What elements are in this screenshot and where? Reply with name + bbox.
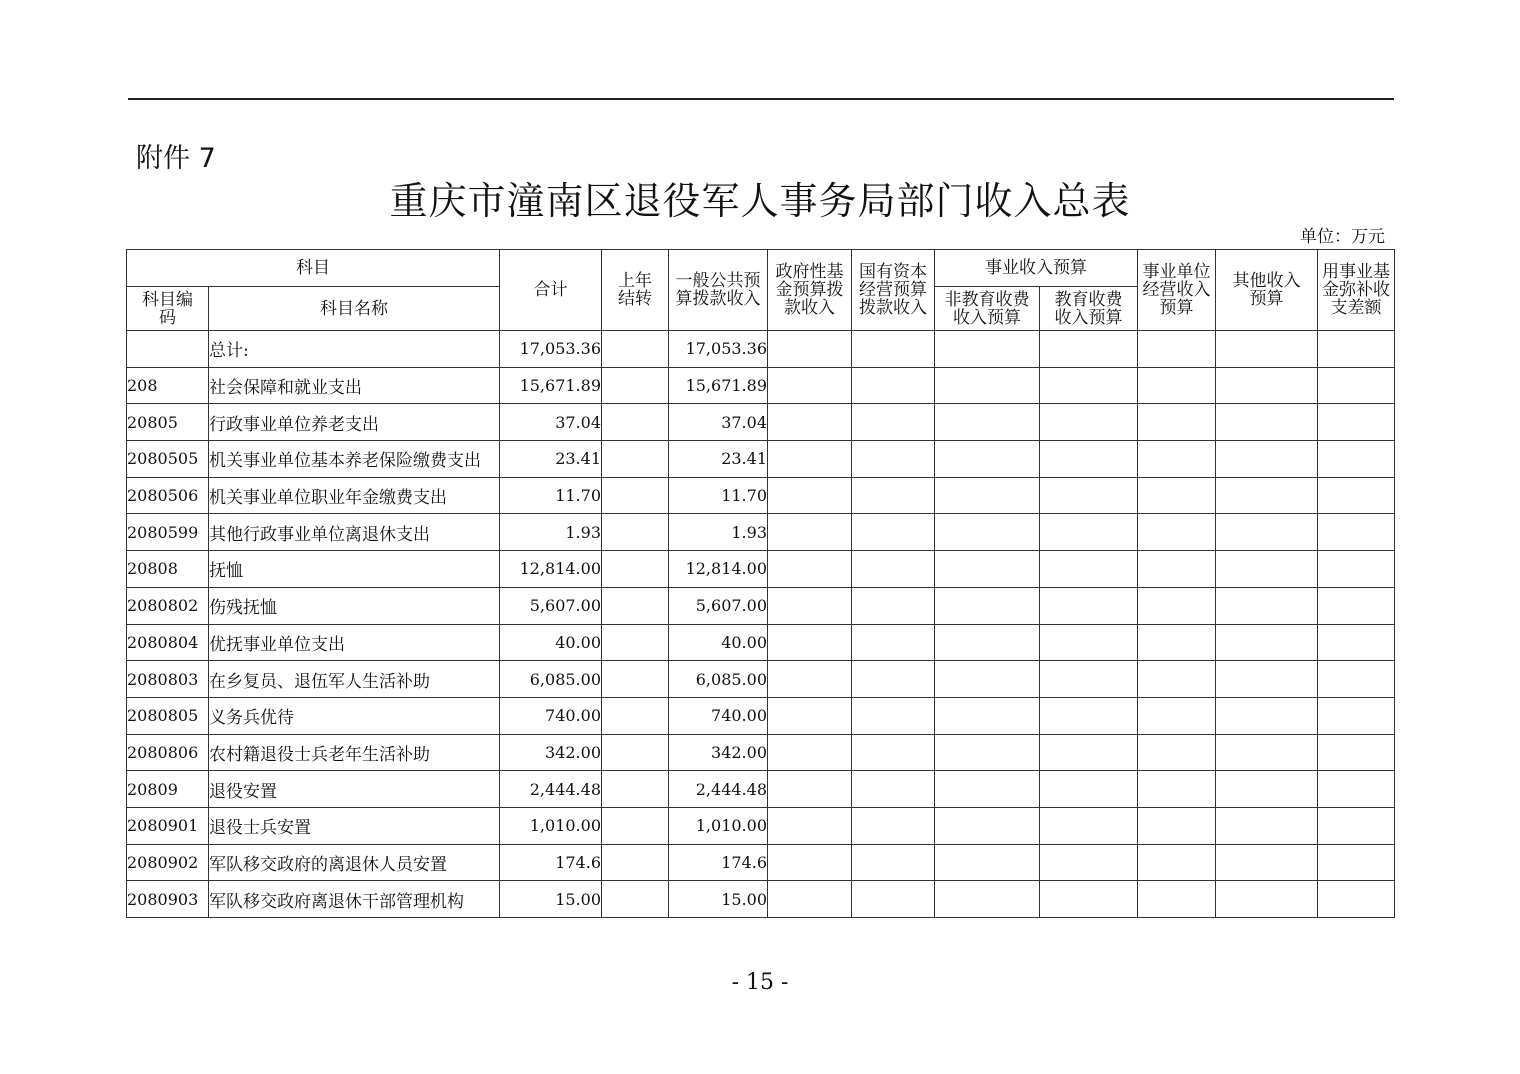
empty-cell — [1138, 844, 1216, 881]
general-budget-cell: 40.00 — [669, 624, 768, 661]
subject-code-cell: 2080599 — [127, 514, 209, 551]
empty-cell — [1138, 551, 1216, 588]
total-cell: 15,671.89 — [500, 367, 602, 404]
header-non-edu-fee: 非教育收费收入预算 — [935, 287, 1040, 331]
subject-name-cell: 退役安置 — [209, 771, 500, 808]
prev-year-cell — [602, 697, 669, 734]
empty-cell — [1040, 404, 1138, 441]
total-cell: 15.00 — [500, 881, 602, 918]
table-row — [127, 697, 1395, 734]
empty-cell — [1216, 807, 1318, 844]
subject-name-cell: 优抚事业单位支出 — [209, 624, 500, 661]
empty-cell — [1040, 514, 1138, 551]
empty-cell — [1318, 844, 1395, 881]
prev-year-cell — [602, 624, 669, 661]
empty-cell — [1138, 367, 1216, 404]
empty-cell — [852, 844, 935, 881]
empty-cell — [1040, 771, 1138, 808]
header-gov-fund: 政府性基金预算拨款收入 — [768, 250, 852, 331]
empty-cell — [1216, 441, 1318, 478]
prev-year-cell — [602, 404, 669, 441]
empty-cell — [1040, 697, 1138, 734]
general-budget-cell: 1,010.00 — [669, 807, 768, 844]
empty-cell — [935, 404, 1040, 441]
subject-name-cell: 在乡复员、退伍军人生活补助 — [209, 661, 500, 698]
empty-cell — [1318, 587, 1395, 624]
empty-cell — [935, 771, 1040, 808]
empty-cell — [1318, 771, 1395, 808]
empty-cell — [935, 697, 1040, 734]
total-cell: 6,085.00 — [500, 661, 602, 698]
table-row — [127, 367, 1395, 404]
header-prev-year: 上年结转 — [602, 250, 669, 331]
empty-cell — [1040, 477, 1138, 514]
table-row — [127, 587, 1395, 624]
empty-cell — [1318, 551, 1395, 588]
empty-cell — [1040, 551, 1138, 588]
empty-cell — [768, 697, 852, 734]
empty-cell — [1138, 477, 1216, 514]
empty-cell — [1318, 881, 1395, 918]
general-budget-cell: 2,444.48 — [669, 771, 768, 808]
general-budget-cell: 15.00 — [669, 881, 768, 918]
table-row — [127, 441, 1395, 478]
empty-cell — [768, 551, 852, 588]
empty-cell — [1216, 734, 1318, 771]
total-cell: 17,053.36 — [500, 331, 602, 368]
subject-code-cell: 2080505 — [127, 441, 209, 478]
table-row — [127, 734, 1395, 771]
header-general-budget: 一般公共预算拨款收入 — [669, 250, 768, 331]
empty-cell — [1138, 331, 1216, 368]
subject-code-cell: 2080805 — [127, 697, 209, 734]
subject-name-cell: 行政事业单位养老支出 — [209, 404, 500, 441]
empty-cell — [1216, 331, 1318, 368]
subject-name-cell: 退役士兵安置 — [209, 807, 500, 844]
empty-cell — [852, 771, 935, 808]
subject-name-cell: 机关事业单位职业年金缴费支出 — [209, 477, 500, 514]
empty-cell — [768, 477, 852, 514]
empty-cell — [768, 404, 852, 441]
total-cell: 37.04 — [500, 404, 602, 441]
prev-year-cell — [602, 367, 669, 404]
empty-cell — [1040, 441, 1138, 478]
empty-cell — [935, 661, 1040, 698]
subject-code-cell: 20808 — [127, 551, 209, 588]
empty-cell — [768, 331, 852, 368]
empty-cell — [935, 514, 1040, 551]
top-rule — [128, 98, 1394, 100]
subject-code-cell: 2080802 — [127, 587, 209, 624]
empty-cell — [1318, 734, 1395, 771]
header-subject-name: 科目名称 — [209, 287, 500, 331]
empty-cell — [935, 367, 1040, 404]
subject-name-cell: 伤残抚恤 — [209, 587, 500, 624]
header-total: 合计 — [500, 250, 602, 331]
header-subject-code: 科目编码 — [127, 287, 209, 331]
prev-year-cell — [602, 551, 669, 588]
empty-cell — [768, 771, 852, 808]
table-body — [127, 331, 1395, 918]
empty-cell — [1040, 881, 1138, 918]
subject-name-cell: 社会保障和就业支出 — [209, 367, 500, 404]
prev-year-cell — [602, 587, 669, 624]
empty-cell — [1318, 404, 1395, 441]
table-row — [127, 624, 1395, 661]
prev-year-cell — [602, 881, 669, 918]
empty-cell — [1318, 514, 1395, 551]
empty-cell — [1216, 367, 1318, 404]
empty-cell — [935, 624, 1040, 661]
header-fund-balance: 用事业基金弥补收支差额 — [1318, 250, 1395, 331]
total-cell: 12,814.00 — [500, 551, 602, 588]
empty-cell — [1216, 771, 1318, 808]
empty-cell — [1138, 807, 1216, 844]
empty-cell — [852, 661, 935, 698]
general-budget-cell: 1.93 — [669, 514, 768, 551]
general-budget-cell: 740.00 — [669, 697, 768, 734]
empty-cell — [768, 844, 852, 881]
empty-cell — [768, 734, 852, 771]
empty-cell — [1040, 367, 1138, 404]
table-row — [127, 771, 1395, 808]
empty-cell — [1040, 844, 1138, 881]
total-cell: 11.70 — [500, 477, 602, 514]
empty-cell — [852, 587, 935, 624]
empty-cell — [768, 514, 852, 551]
header-edu-fee: 教育收费收入预算 — [1040, 287, 1138, 331]
empty-cell — [1216, 514, 1318, 551]
header-subject: 科目 — [127, 250, 500, 287]
table-row — [127, 807, 1395, 844]
empty-cell — [1138, 624, 1216, 661]
total-cell: 740.00 — [500, 697, 602, 734]
subject-code-cell: 2080903 — [127, 881, 209, 918]
empty-cell — [1318, 477, 1395, 514]
empty-cell — [852, 331, 935, 368]
empty-cell — [1216, 661, 1318, 698]
empty-cell — [768, 587, 852, 624]
general-budget-cell: 37.04 — [669, 404, 768, 441]
table-row — [127, 661, 1395, 698]
empty-cell — [1216, 624, 1318, 661]
empty-cell — [1138, 734, 1216, 771]
empty-cell — [1318, 331, 1395, 368]
empty-cell — [935, 844, 1040, 881]
empty-cell — [935, 551, 1040, 588]
empty-cell — [1040, 331, 1138, 368]
prev-year-cell — [602, 441, 669, 478]
header-state-capital: 国有资本经营预算拨款收入 — [852, 250, 935, 331]
empty-cell — [1216, 881, 1318, 918]
empty-cell — [852, 404, 935, 441]
total-cell: 2,444.48 — [500, 771, 602, 808]
subject-code-cell: 2080803 — [127, 661, 209, 698]
empty-cell — [852, 624, 935, 661]
table-row — [127, 551, 1395, 588]
empty-cell — [1216, 587, 1318, 624]
prev-year-cell — [602, 661, 669, 698]
empty-cell — [1138, 441, 1216, 478]
empty-cell — [768, 624, 852, 661]
empty-cell — [1216, 697, 1318, 734]
table-row — [127, 477, 1395, 514]
prev-year-cell — [602, 477, 669, 514]
table-row — [127, 404, 1395, 441]
total-cell: 342.00 — [500, 734, 602, 771]
subject-name-cell: 义务兵优待 — [209, 697, 500, 734]
empty-cell — [1138, 404, 1216, 441]
page-title: 重庆市潼南区退役军人事务局部门收入总表 — [389, 179, 1131, 223]
empty-cell — [935, 587, 1040, 624]
empty-cell — [852, 441, 935, 478]
empty-cell — [768, 441, 852, 478]
total-cell: 1.93 — [500, 514, 602, 551]
subject-code-cell: 2080901 — [127, 807, 209, 844]
subject-code-cell: 2080902 — [127, 844, 209, 881]
general-budget-cell: 12,814.00 — [669, 551, 768, 588]
prev-year-cell — [602, 771, 669, 808]
total-cell: 40.00 — [500, 624, 602, 661]
empty-cell — [768, 807, 852, 844]
subject-name-cell: 农村籍退役士兵老年生活补助 — [209, 734, 500, 771]
subject-name-cell: 军队移交政府的离退休人员安置 — [209, 844, 500, 881]
header-business-income: 事业收入预算 — [935, 250, 1138, 287]
subject-code-cell — [127, 331, 209, 368]
prev-year-cell — [602, 331, 669, 368]
table-row — [127, 844, 1395, 881]
prev-year-cell — [602, 514, 669, 551]
subject-code-cell: 208 — [127, 367, 209, 404]
subject-code-cell: 2080804 — [127, 624, 209, 661]
empty-cell — [852, 697, 935, 734]
empty-cell — [768, 881, 852, 918]
empty-cell — [852, 551, 935, 588]
empty-cell — [1216, 844, 1318, 881]
empty-cell — [935, 807, 1040, 844]
empty-cell — [1138, 514, 1216, 551]
empty-cell — [1040, 624, 1138, 661]
total-cell: 5,607.00 — [500, 587, 602, 624]
general-budget-cell: 17,053.36 — [669, 331, 768, 368]
empty-cell — [1216, 551, 1318, 588]
table-row — [127, 881, 1395, 918]
prev-year-cell — [602, 844, 669, 881]
total-cell: 174.6 — [500, 844, 602, 881]
empty-cell — [1318, 624, 1395, 661]
table-row — [127, 514, 1395, 551]
empty-cell — [1040, 734, 1138, 771]
general-budget-cell: 11.70 — [669, 477, 768, 514]
empty-cell — [935, 881, 1040, 918]
total-cell: 23.41 — [500, 441, 602, 478]
general-budget-cell: 5,607.00 — [669, 587, 768, 624]
empty-cell — [1040, 807, 1138, 844]
table-row — [127, 331, 1395, 368]
empty-cell — [852, 367, 935, 404]
empty-cell — [935, 477, 1040, 514]
empty-cell — [852, 477, 935, 514]
empty-cell — [1138, 881, 1216, 918]
header-other-income: 其他收入预算 — [1216, 250, 1318, 331]
attachment-label: 附件 7 — [136, 143, 216, 174]
empty-cell — [935, 331, 1040, 368]
empty-cell — [1040, 661, 1138, 698]
empty-cell — [1040, 587, 1138, 624]
empty-cell — [935, 734, 1040, 771]
subject-code-cell: 2080506 — [127, 477, 209, 514]
page-number: - 15 - — [731, 970, 789, 995]
empty-cell — [1318, 441, 1395, 478]
empty-cell — [1318, 367, 1395, 404]
subject-name-cell: 机关事业单位基本养老保险缴费支出 — [209, 441, 500, 478]
subject-code-cell: 20805 — [127, 404, 209, 441]
empty-cell — [1138, 661, 1216, 698]
general-budget-cell: 174.6 — [669, 844, 768, 881]
empty-cell — [852, 734, 935, 771]
empty-cell — [852, 881, 935, 918]
prev-year-cell — [602, 734, 669, 771]
empty-cell — [768, 661, 852, 698]
subject-code-cell: 20809 — [127, 771, 209, 808]
empty-cell — [852, 514, 935, 551]
empty-cell — [935, 441, 1040, 478]
total-cell: 1,010.00 — [500, 807, 602, 844]
empty-cell — [1318, 661, 1395, 698]
general-budget-cell: 6,085.00 — [669, 661, 768, 698]
subject-name-cell: 总计: — [209, 331, 500, 368]
empty-cell — [1216, 477, 1318, 514]
header-affiliated-income: 事业单位经营收入预算 — [1138, 250, 1216, 331]
empty-cell — [852, 807, 935, 844]
subject-code-cell: 2080806 — [127, 734, 209, 771]
general-budget-cell: 342.00 — [669, 734, 768, 771]
empty-cell — [768, 367, 852, 404]
empty-cell — [1138, 697, 1216, 734]
subject-name-cell: 抚恤 — [209, 551, 500, 588]
empty-cell — [1216, 404, 1318, 441]
subject-name-cell: 其他行政事业单位离退休支出 — [209, 514, 500, 551]
unit-label: 单位：万元 — [1300, 227, 1385, 247]
general-budget-cell: 23.41 — [669, 441, 768, 478]
income-table — [126, 249, 1395, 918]
empty-cell — [1138, 771, 1216, 808]
prev-year-cell — [602, 807, 669, 844]
general-budget-cell: 15,671.89 — [669, 367, 768, 404]
empty-cell — [1138, 587, 1216, 624]
subject-name-cell: 军队移交政府离退休干部管理机构 — [209, 881, 500, 918]
empty-cell — [1318, 697, 1395, 734]
empty-cell — [1318, 807, 1395, 844]
